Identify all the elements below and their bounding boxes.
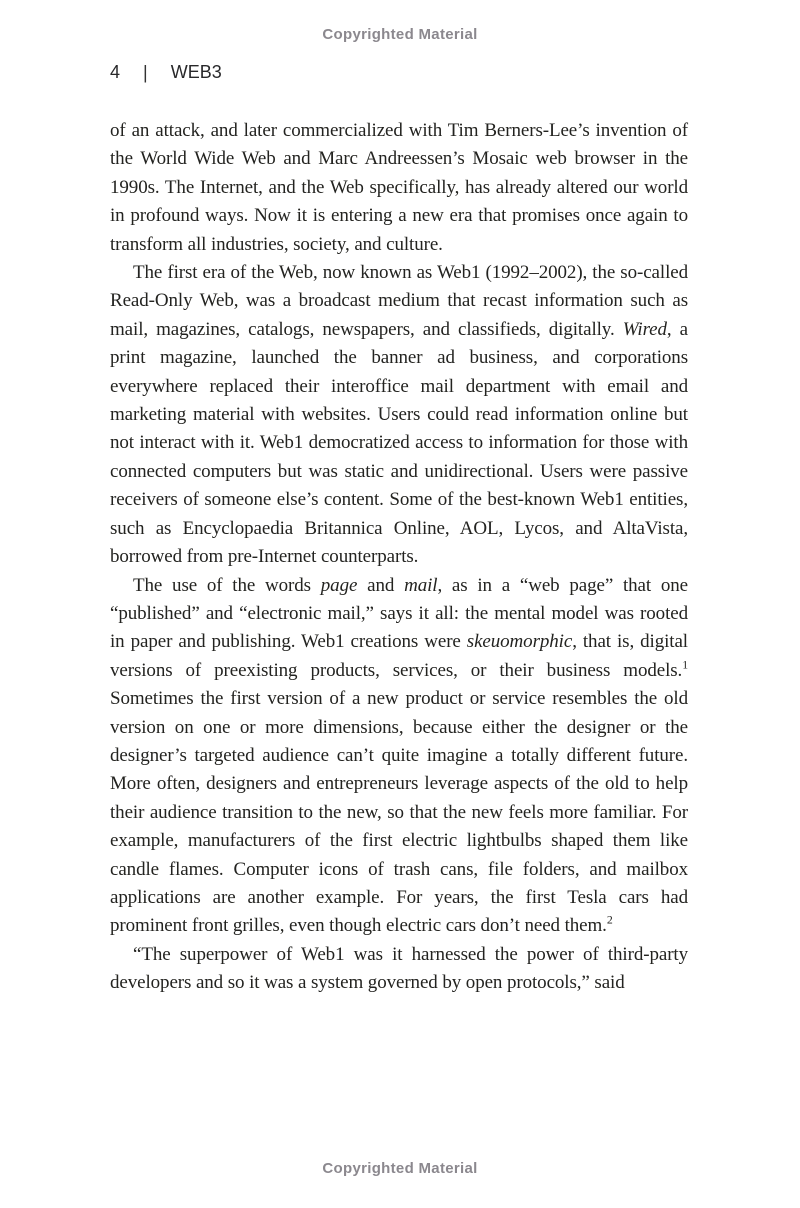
header-separator: | (143, 61, 148, 83)
paragraph (110, 259, 688, 571)
text-run: , a print magazine, launched the banner ad business, and corporations everywhere replaced their interoffice mail department with email and marketing material with websites. Users could read information online but not interact with it. Web1 democratized access to information for those with connected computers but was static and unidirectional. Users were passive receivers of someone else’s content. Some of the best-known Web1 entities, such as Encyclopaedia Britannica Online, AOL, Lycos, and AltaVista, borrowed from pre-Internet counterparts. (110, 318, 689, 568)
text-run: skeuomorphic (466, 631, 573, 653)
running-head (110, 62, 222, 83)
text-run: mail (404, 574, 438, 596)
text-run: page (320, 574, 358, 596)
copyright-notice-top: Copyrighted Material (322, 26, 478, 43)
paragraph (110, 941, 688, 998)
text-run: , that is, digital versions of preexisting products, services, or their business models. (110, 631, 688, 681)
text-run: Wired (622, 318, 667, 340)
body-text (110, 117, 688, 998)
copyright-notice-bottom: Copyrighted Material (322, 1160, 478, 1177)
text-run: of an attack, and later commercialized with Tim Berners-Lee’s invention of the World Wide Web and Marc Andreessen’s Mosaic web browser in the 1990s. The Internet, and the Web specifically, has already altered our world in profound ways. Now it is entering a new era that promises once again to transform all industries, society, and culture. (110, 120, 688, 255)
text-run: “The superpower of Web1 was it harnessed the power of third-party developers and so it was a system governed by open protocols,” said (110, 943, 688, 994)
text-run: Sometimes the first version of a new product or service resembles the old version on one or more dimensions, because either the designer or the designer’s targeted audience can’t quite imagine a totally different future. More often, designers and entrepreneurs leverage aspects of the old to help their audience transition to the new, so that the new feels more familiar. For example, manufacturers of the first electric lightbulbs shaped them like candle flames. Computer icons of trash cans, file folders, and mailbox applications are another example. For years, the first Tesla cars had prominent front grilles, even though electric cars don’t need them. (110, 688, 688, 937)
footnote-reference: 1 (682, 658, 688, 672)
text-run: The first era of the Web, now known as Web1 (1992–2002), the so-called Read-Only Web, was a broadcast medium that recast information such as mail, magazines, catalogs, newspapers, and classifieds, digitally. (110, 262, 688, 340)
paragraph (110, 572, 688, 941)
text-run: , as in a “web page” that one “published” and “electronic mail,” says it all: the mental model was rooted in paper and publishing. Web1 creations were (110, 574, 689, 653)
text-run: The use of the words (133, 574, 321, 596)
text-run: and (357, 574, 405, 596)
chapter-title: WEB3 (170, 62, 222, 82)
page-number: 4 (110, 62, 121, 82)
paragraph (110, 117, 688, 259)
footnote-reference: 2 (606, 914, 613, 928)
